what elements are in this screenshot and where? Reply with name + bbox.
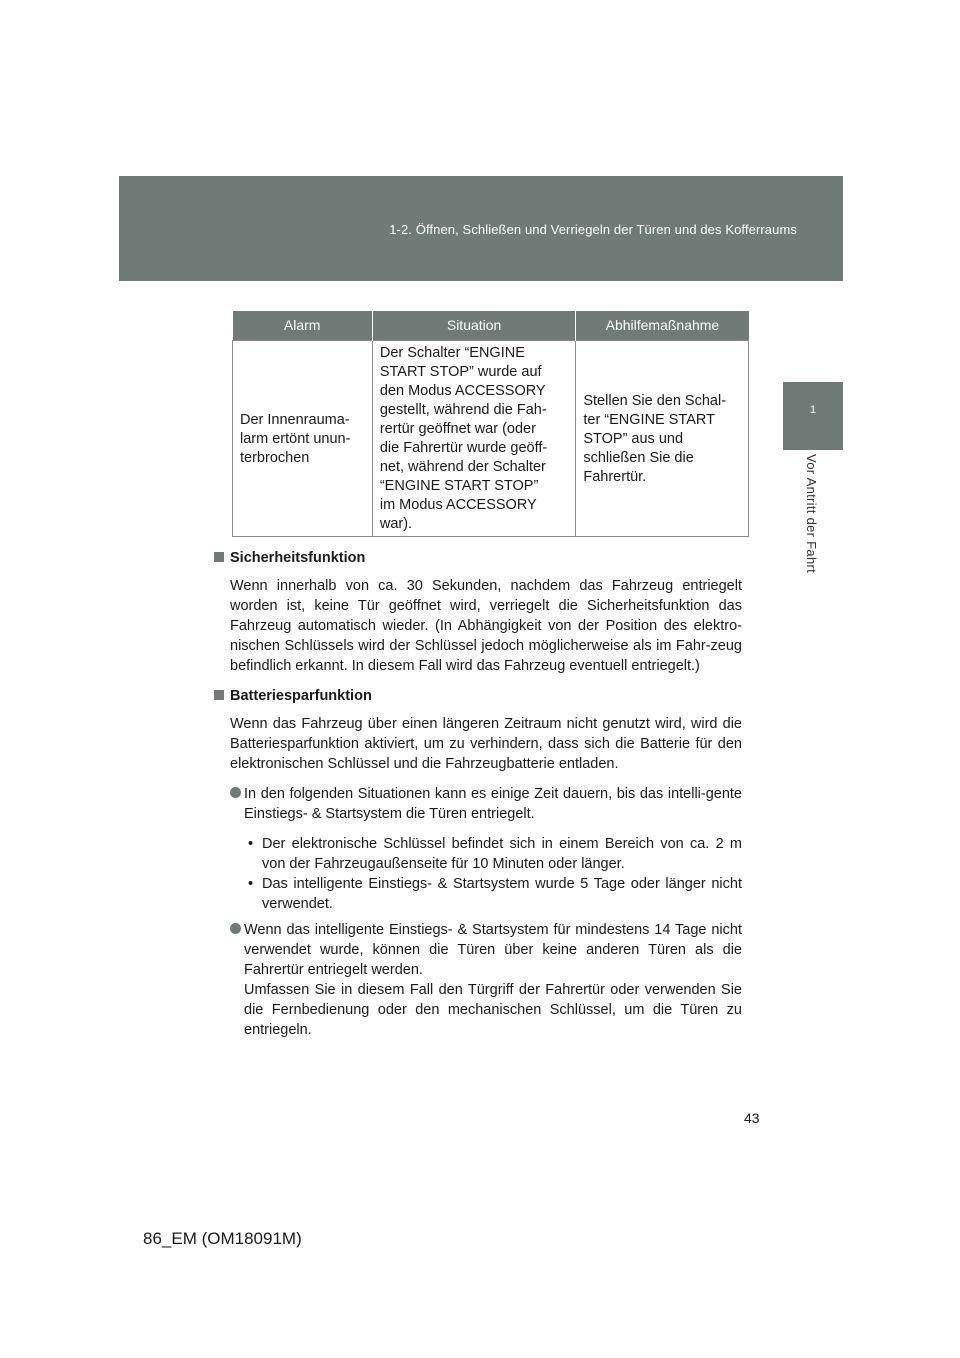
square-bullet-icon <box>214 690 224 700</box>
header-band <box>119 176 843 281</box>
table-header-remedy: Abhilfemaßnahme <box>576 311 749 341</box>
bullet-dot-icon: • <box>248 836 254 852</box>
sub-bullet-text: Das intelligente Einstiegs- & Startsystem wurde 5 Tage oder länger nicht verwendet. <box>262 876 742 912</box>
sub-bullet-item <box>244 874 742 914</box>
table-cell-situation <box>372 341 576 537</box>
table-row <box>233 341 749 537</box>
page-number: 43 <box>744 1110 760 1126</box>
main-content <box>214 546 742 1040</box>
chapter-number: 1 <box>809 404 817 416</box>
table-header-alarm: Alarm <box>233 311 373 341</box>
list-item <box>230 784 742 914</box>
section-title: 1-2. Öffnen, Schließen und Verriegeln der Türen und des Kofferraums <box>389 222 797 237</box>
table-header-row <box>233 311 749 341</box>
list-item-text: In den folgenden Situationen kann es einige Zeit dauern, bis das intelli-gente Einstiegs- & Startsystem die Türen entriegelt. <box>244 786 742 822</box>
heading-text: Batteriesparfunktion <box>230 688 372 704</box>
chapter-side-label <box>782 454 842 594</box>
list-item-text: Wenn das intelligente Einstiegs- & Startsystem für mindestens 14 Tage nicht verwendet wurde, können die Türen über keine anderen Türen als die Fahrertür entriegelt werden. Umfassen Sie in diesem Fall den Türgriff der Fahrertür oder verwenden Sie die Fernbedienung oder den mechanischen Schlüssel, um die Türen zu entriegeln. <box>244 922 742 1038</box>
table-cell-remedy <box>576 341 749 537</box>
bullet-dot-icon: • <box>248 876 254 892</box>
square-bullet-icon <box>214 552 224 562</box>
battery-paragraph: Wenn das Fahrzeug über einen längeren Zeitraum nicht genutzt wird, wird die Batteriesparfunktion aktiviert, um zu verhindern, dass sich die Batterie für den elektronischen Schlüssel und die Fahrzeugbatterie entladen. <box>230 716 742 772</box>
table-header-situation: Situation <box>372 311 576 341</box>
heading-text: Sicherheitsfunktion <box>230 550 366 566</box>
circle-bullet-icon <box>230 787 241 798</box>
chapter-label: Vor Antritt der Fahrt <box>804 454 819 574</box>
sub-bullet-text: Der elektronische Schlüssel befindet sich in einem Bereich von ca. 2 m von der Fahrzeugaußenseite für 10 Minuten oder länger. <box>262 836 742 872</box>
cell-text: Der Schalter “ENGINE START STOP” wurde auf den Modus ACCESSORY gestellt, während die Fah- rertür geöffnet war (oder die Fahrertür wurde geöff- net, während der Schalter “ENGINE START STOP” im Modus ACCESSORY war). <box>379 345 548 532</box>
sub-bullet-item <box>244 834 742 874</box>
footer-code: 86_EM (OM18091M) <box>143 1229 302 1248</box>
security-paragraph: Wenn innerhalb von ca. 30 Sekunden, nachdem das Fahrzeug entriegelt worden ist, keine Tür geöffnet wird, verriegelt die Sicherheitsfunktion das Fahrzeug automatisch wieder. (In Abhängigkeit von der Position des elektro-nischen Schlüssels wird der Schlüssel jedoch möglicherweise als im Fahr-zeug befindlich erkannt. In diesem Fall wird das Fahrzeug eventuell entriegelt.) <box>230 578 742 674</box>
table-cell-alarm <box>233 341 373 537</box>
circle-bullet-icon <box>230 923 241 934</box>
cell-text: Stellen Sie den Schal- ter “ENGINE START STOP” aus und schließen Sie die Fahrertür. <box>583 392 727 485</box>
alarm-table <box>232 311 749 537</box>
chapter-tab <box>783 382 843 450</box>
section-heading-security <box>214 548 742 570</box>
section-heading-battery <box>214 686 742 708</box>
cell-text: Der Innenrauma- larm ertönt unun- terbrochen <box>240 411 351 466</box>
sub-bullet-list <box>244 834 742 914</box>
list-item <box>230 920 742 1040</box>
